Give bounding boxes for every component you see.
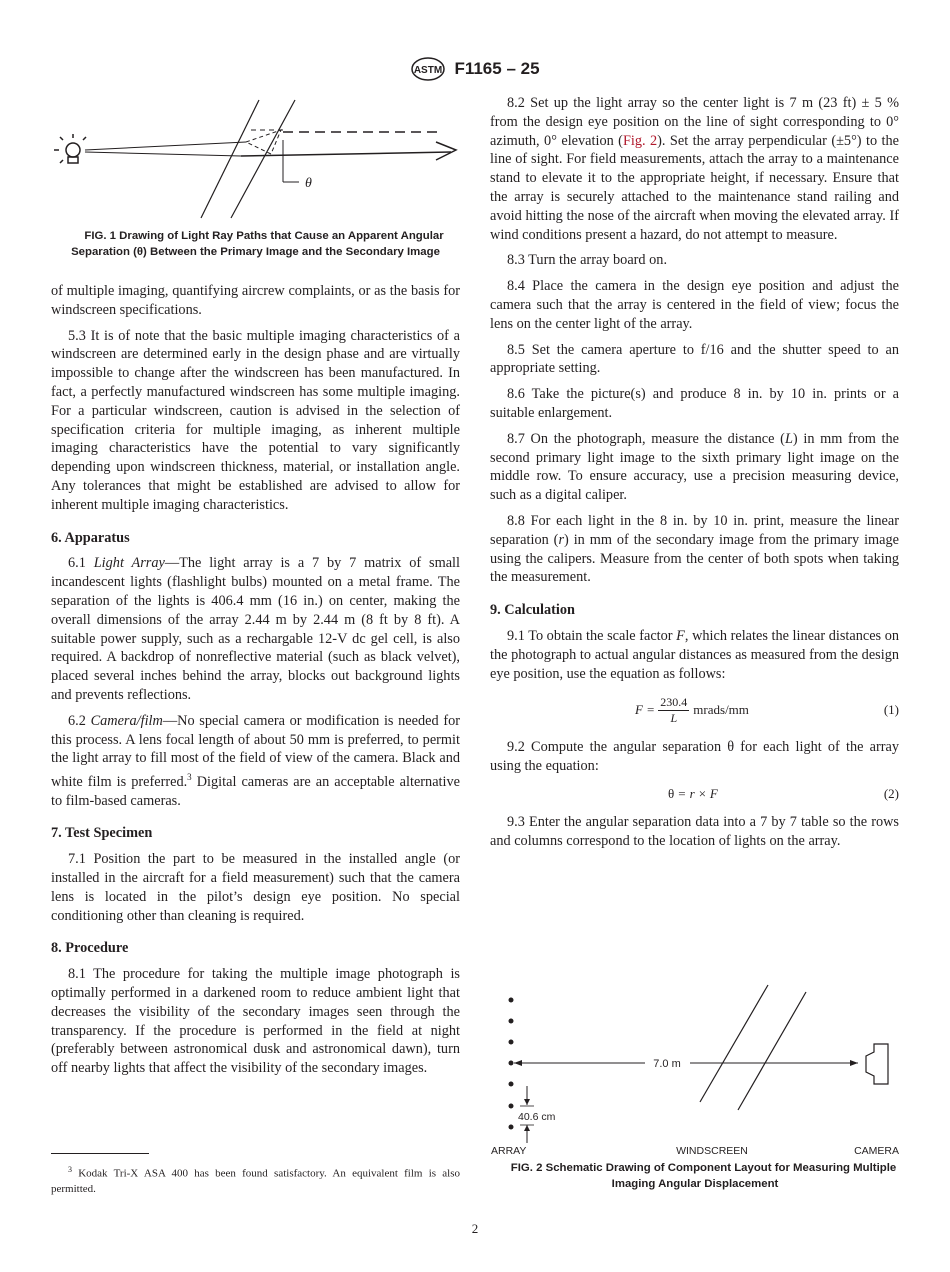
light-bulb-icon	[54, 134, 86, 163]
paragraph-6-1: 6.1 Light Array—The light array is a 7 by 7 matrix of small incandescent lights (flashlight bulbs) mounted on a metal frame. The separation of the lights is 406.4 mm (16 in.) on center, making the overall dimensions of the array 2.44 m by 2.44 m (8 ft by 8 ft). A suitable power supply, such as a rechargable 12-V dc gel cell, is also required. A backdrop of nonreflective material (such as black velvet), placed several inches behind the array, blocks out background lights and prevents reflections.	[51, 555, 460, 703]
paragraph-8-1: 8.1 The procedure for taking the multiple image photograph is optimally performed in a darkened room to reduce ambient light that decreases the visibility of the secondary images seen through the transparency. If the procedure is performed in the field at night (preferably between astronomical dusk and astronomical dawn), turn off nearby lights that affect the visibility of the secondary images.	[51, 966, 460, 1077]
page-number: 2	[471, 1221, 479, 1236]
paragraph-8-6: 8.6 Take the picture(s) and produce 8 in. by 10 in. prints or a suitable enlargement.	[490, 386, 899, 421]
figure-1-caption: FIG. 1 Drawing of Light Ray Paths that Cause an Apparent Angular Separation (θ) Between the Primary Image and the Secondary Image	[71, 230, 444, 258]
figure-1-light-ray-drawing	[51, 94, 460, 226]
footnote-3: $^3$ Kodak Tri-X ASA 400 has been found satisfactory. An equivalent film is also permitted.	[51, 1165, 460, 1195]
page-header	[0, 56, 950, 82]
paragraph-8-2: 8.2 Set up the light array so the center light is 7 m (23 ft) ± 5 % from the design eye position on the line of sight corresponding to 0° azimuth, 0° elevation (Fig. 2). Set the array perpendicular (±5°) to the line of sight. For field measurements, attach the array to a maintenance stand to elevate it to the appropriate height, if necessary. Ensure that the array is securely attached to the maintenance stand railing and avoid hitting the nose of the aircraft when moving the elevated array. If wind conditions present a hazard, do not attempt to measure.	[490, 95, 899, 243]
paragraph-5-2-continued: of multiple imaging, quantifying aircrew complaints, or as the basis for windscreen specifications.	[51, 283, 460, 318]
figure-2-component-layout	[490, 980, 900, 1160]
camera-icon	[866, 1044, 888, 1084]
svg-text:ASTM: ASTM	[414, 65, 443, 76]
section-9-heading: 9. Calculation	[490, 602, 575, 619]
astm-logo-icon	[410, 57, 446, 81]
paragraph-7-1: 7.1 Position the part to be measured in the installed angle (or installed in the aircraft for a field measurement) such that the camera lens is located in the pilot’s design eye position. No special conditioning other than cleaning is required.	[51, 851, 460, 924]
windscreen-label: WINDSCREEN	[676, 1145, 748, 1157]
paragraph-8-3: 8.3 Turn the array board on.	[507, 252, 668, 269]
array-label: ARRAY	[491, 1145, 527, 1157]
camera-label: CAMERA	[854, 1145, 899, 1157]
right-column	[490, 94, 899, 858]
paragraph-9-2: 9.2 Compute the angular separation θ for each light of the array using the equation:	[490, 739, 899, 775]
equation-1-fraction: $\frac{230.4}{L}$	[660, 694, 688, 725]
paragraph-9-3: 9.3 Enter the angular separation data into a 7 by 7 table so the rows and columns correspond to the location of lights on the array.	[490, 813, 899, 849]
paragraph-6-2: 6.2 Camera/film—No special camera or modification is needed for this process. A lens focal length of about 50 mm is preferred, to permit the light array to fill most of the field of view of the camera. Black and white film is preferred.$^3$ Digital cameras are an acceptable alternative to film-based cameras.	[51, 712, 460, 809]
document-designation: F1165 – 25	[454, 59, 540, 78]
paragraph-9-1: 9.1 To obtain the scale factor F, which relates the linear distances on the photograph to actual angular distances as measured from the design eye position, use the equation as follows:	[490, 627, 899, 682]
fig-2-link[interactable]: Fig. 2	[622, 132, 658, 149]
distance-label: 7.0 m	[653, 1058, 681, 1070]
equation-1: F = $\frac{230.4}{L}$ mrads/mm (1)	[635, 694, 899, 725]
paragraph-8-5: 8.5 Set the camera aperture to f/16 and the shutter speed to an appropriate setting.	[490, 341, 899, 377]
paragraph-5-3: 5.3 It is of note that the basic multiple imaging characteristics of a windscreen are determined early in the design phase and are virtually impossible to change after the windscreen has been manufactured. In fact, a perfectly manufactured windscreen has some multiple imaging. For a particular windscreen, caution is advised in the selection of specification criteria for multiple imaging, as inherent multiple imaging characteristics have the potential to vary significantly depending upon windscreen thickness, material, or installation angle. Any tolerances that might be established are advised to allow for inherent multiple imaging characteristics.	[51, 327, 460, 513]
svg-text:θ: θ	[305, 176, 312, 191]
footnote-rule	[51, 1153, 149, 1154]
spacing-label: 40.6 cm	[518, 1111, 556, 1123]
section-6-heading: 6. Apparatus	[51, 529, 130, 546]
section-8-heading: 8. Procedure	[51, 940, 129, 957]
section-7-heading: 7. Test Specimen	[51, 825, 153, 842]
left-column	[51, 94, 460, 1085]
paragraph-8-7: 8.7 On the photograph, measure the distance (L) in mm from the second primary light image to the sixth primary light image on the middle row. To ensure accuracy, use a precision measuring device, such as a digital caliper.	[490, 430, 899, 504]
figure-2-caption: FIG. 2 Schematic Drawing of Component Layout for Measuring Multiple Imaging Angular Displacement	[510, 1162, 897, 1190]
paragraph-8-4: 8.4 Place the camera in the design eye position and adjust the camera such that the array is centered in the field of view; focus the lens on the center light of the array.	[490, 278, 899, 332]
footnote-ref: 3	[187, 772, 192, 783]
equation-2-number: (2)	[883, 785, 899, 801]
equation-1-number: (1)	[883, 702, 899, 718]
light-array-dots	[509, 998, 514, 1130]
equation-2: θ = r × F (2)	[668, 785, 899, 801]
paragraph-8-8: 8.8 For each light in the 8 in. by 10 in. print, measure the linear separation (r) in mm of the secondary image from the primary image using the calipers. Measure from the center of both spots when taking the measurement.	[490, 512, 899, 586]
